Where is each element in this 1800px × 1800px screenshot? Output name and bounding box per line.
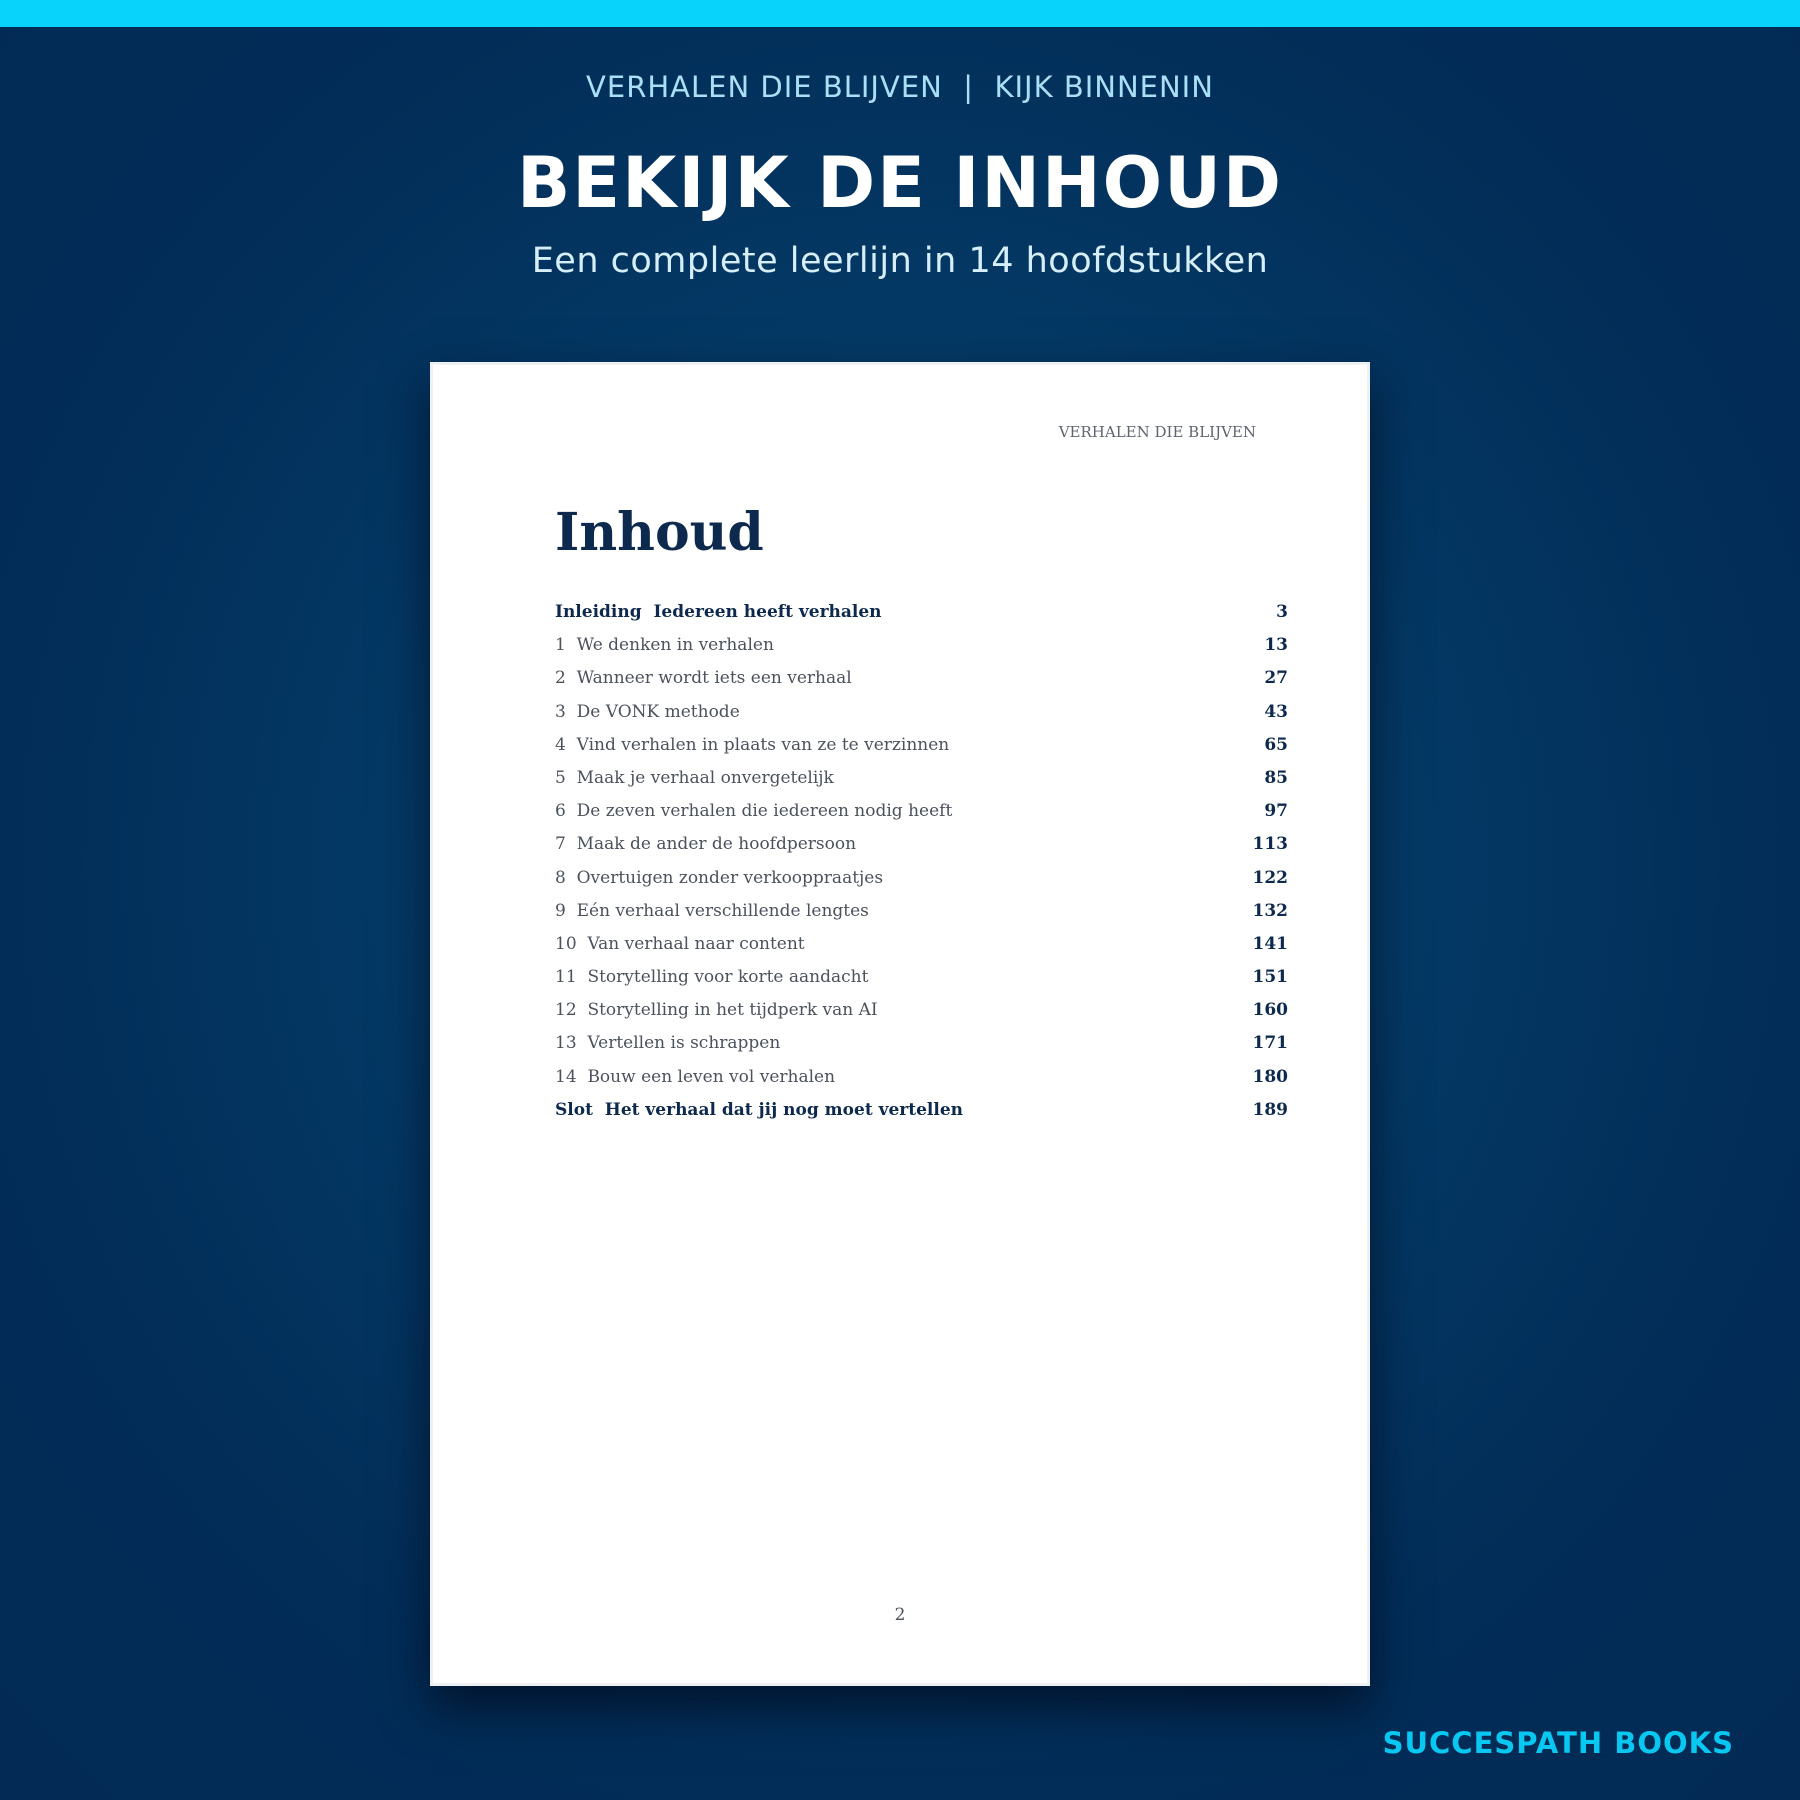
- toc-entry: [555, 934, 1288, 967]
- toc-entry-page: 141: [1252, 933, 1288, 954]
- kicker-text: VERHALEN DIE BLIJVEN | KIJK BINNENIN: [586, 70, 1214, 104]
- toc-entry-label: 14 Bouw een leven vol verhalen: [555, 1066, 836, 1087]
- toc-entry: [555, 868, 1288, 901]
- toc-entry: [555, 1067, 1288, 1100]
- toc-entry-page: 85: [1264, 767, 1288, 788]
- toc-entry: [555, 834, 1288, 867]
- toc-entry-label: 8 Overtuigen zonder verkooppraatjes: [555, 867, 884, 888]
- toc-entry: [555, 702, 1288, 735]
- toc-entry-page: 180: [1252, 1066, 1288, 1087]
- toc-entry-label: 6 De zeven verhalen die iedereen nodig heeft: [555, 801, 953, 822]
- toc-entry-label: 2 Wanneer wordt iets een verhaal: [555, 668, 852, 689]
- toc-entry-label: 12 Storytelling in het tijdperk van AI: [555, 1000, 878, 1021]
- toc-entry: [555, 801, 1288, 834]
- toc-entry-label: 13 Vertellen is schrappen: [555, 1033, 781, 1054]
- toc-entry: [555, 635, 1288, 668]
- toc-entry-page: 160: [1252, 1000, 1288, 1021]
- toc-entry: [555, 1100, 1288, 1133]
- page-subtitle: Een complete leerlijn in 14 hoofdstukken: [531, 241, 1269, 281]
- publisher-brand: SUCCESPATH BOOKS: [1382, 1726, 1734, 1760]
- top-accent-bar: [0, 0, 1800, 27]
- toc-entry-label: 4 Vind verhalen in plaats van ze te verzinnen: [555, 734, 950, 755]
- toc-entry-label: 9 Eén verhaal verschillende lengtes: [555, 900, 869, 921]
- toc-entry-page: 43: [1264, 701, 1288, 722]
- toc-entry: [555, 735, 1288, 768]
- toc-entry-page: 27: [1264, 668, 1288, 689]
- toc-entry-page: 122: [1252, 867, 1288, 888]
- toc-entry-page: 65: [1264, 734, 1288, 755]
- toc-entry: [555, 1000, 1288, 1033]
- toc-entry-page: 189: [1252, 1099, 1288, 1120]
- toc-entry-page: 171: [1252, 1033, 1288, 1054]
- toc-entry-label: 1 We denken in verhalen: [555, 635, 774, 656]
- toc-entry: [555, 1033, 1288, 1066]
- running-head: VERHALEN DIE BLIJVEN: [1058, 423, 1256, 441]
- toc-entry-label: 10 Van verhaal naar content: [555, 933, 805, 954]
- toc-entry: [555, 768, 1288, 801]
- toc-entry-label: 11 Storytelling voor korte aandacht: [555, 967, 869, 988]
- toc-title: Inhoud: [555, 502, 764, 563]
- toc-entry: [555, 967, 1288, 1000]
- toc-entry-page: 132: [1252, 900, 1288, 921]
- toc-entry-page: 3: [1276, 602, 1288, 622]
- toc-entry-page: 113: [1252, 834, 1288, 855]
- table-of-contents: [555, 602, 1288, 1133]
- toc-entry-label: Inleiding Iedereen heeft verhalen: [555, 602, 882, 622]
- toc-entry: [555, 668, 1288, 701]
- page-number: 2: [894, 1605, 906, 1625]
- toc-entry-label: 5 Maak je verhaal onvergetelijk: [555, 767, 834, 788]
- toc-entry: [555, 901, 1288, 934]
- toc-entry-page: 97: [1264, 801, 1288, 822]
- toc-entry-page: 13: [1264, 635, 1288, 656]
- book-page-preview: [430, 362, 1370, 1686]
- toc-entry-page: 151: [1252, 967, 1288, 988]
- page-title: BEKIJK DE INHOUD: [516, 142, 1284, 224]
- toc-entry-label: 3 De VONK methode: [555, 701, 740, 722]
- toc-entry-label: Slot Het verhaal dat jij nog moet vertellen: [555, 1099, 964, 1120]
- toc-entry-label: 7 Maak de ander de hoofdpersoon: [555, 834, 857, 855]
- toc-entry: [555, 602, 1288, 635]
